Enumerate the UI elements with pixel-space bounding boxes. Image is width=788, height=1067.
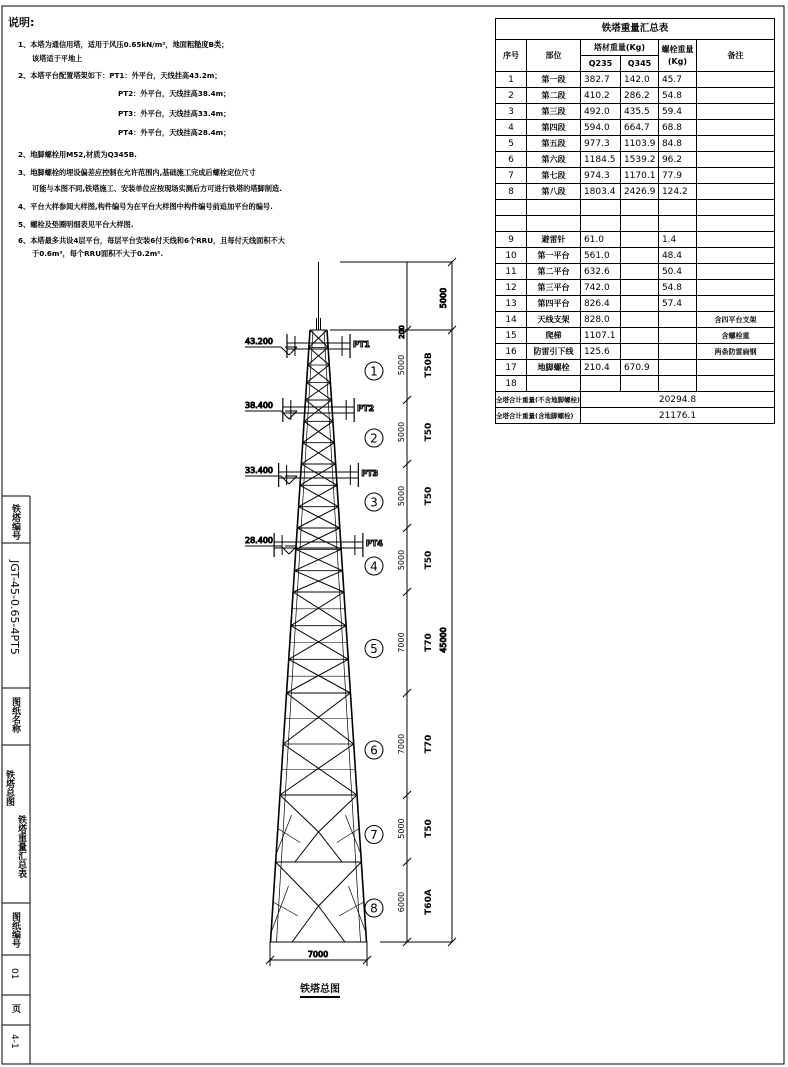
cell-part: 第三段	[527, 104, 581, 120]
drawing-no-label: 铁塔编号	[10, 504, 20, 540]
note-line: 5、螺栓及垫圈明细表见平台大样图.	[18, 220, 134, 229]
tower-caption: 铁塔总图	[300, 980, 340, 998]
table-row	[496, 264, 775, 280]
platform-label: PT2	[357, 404, 375, 413]
elevation-leader	[281, 476, 289, 484]
cell-remark	[696, 264, 774, 280]
cell-part: 第八段	[527, 184, 581, 200]
cell-bolt	[658, 216, 696, 232]
cell-remark	[696, 232, 774, 248]
segment-height: 7000	[397, 733, 406, 755]
cell-q345: 1103.9	[620, 136, 658, 152]
table-row	[496, 184, 775, 200]
total-label: 全塔合计重量(不含地脚螺栓)	[496, 392, 581, 408]
platform-label: PT3	[361, 469, 379, 478]
cell-bolt	[658, 360, 696, 376]
tower-structure	[271, 262, 367, 942]
cell-no: 7	[496, 168, 527, 184]
cell-q345: 1539.2	[620, 152, 658, 168]
platform-label: PT4	[365, 539, 383, 548]
segment-type: T70	[424, 734, 434, 754]
cross-brace	[297, 507, 338, 528]
cell-q345: 1170.1	[620, 168, 658, 184]
cell-bolt: 54.8	[658, 280, 696, 296]
cross-brace	[294, 571, 343, 592]
cell-q345	[620, 280, 658, 296]
note-line: 4、平台大样参阅大样图,构件编号为在平台大样图中构件编号前追加平台的编号.	[18, 202, 273, 211]
cell-q345: 2426.9	[620, 184, 658, 200]
cell-q235: 210.4	[580, 360, 620, 376]
total-height-dim: 45000	[439, 627, 448, 653]
cell-q235: 382.7	[580, 72, 620, 88]
cell-no: 10	[496, 248, 527, 264]
cross-brace	[307, 365, 330, 383]
elevation-label: 28.400	[245, 536, 273, 545]
cell-q235	[580, 200, 620, 216]
total-value: 20294.8	[580, 392, 774, 408]
segment-height: 5000	[397, 485, 406, 507]
note-line: 3、地脚螺栓的埋设偏差应控制在允许范围内,基础施工完成后螺栓定位尺寸	[18, 168, 256, 177]
cell-bolt	[658, 344, 696, 360]
secondary-brace	[273, 902, 298, 916]
cell-q235: 826.4	[580, 296, 620, 312]
segment-type: T50	[424, 422, 434, 442]
rod-height-dim: 5000	[439, 287, 448, 309]
segment-number: 2	[370, 431, 378, 446]
cell-no	[496, 200, 527, 216]
cell-q345	[620, 296, 658, 312]
page-number: 4-1	[9, 1034, 19, 1049]
col-header-bolt	[658, 40, 696, 72]
cell-no: 4	[496, 120, 527, 136]
cross-brace	[297, 528, 341, 549]
bolt-header-unit: (Kg)	[667, 56, 688, 66]
cell-q235	[580, 216, 620, 232]
cell-remark	[696, 280, 774, 296]
cell-q345	[620, 312, 658, 328]
cell-remark	[696, 168, 774, 184]
note-line: 该塔适于平地上	[32, 54, 83, 63]
col-header-material: 塔材重量(Kg)	[580, 40, 658, 56]
note-line: 于0.6m²，每个RRU面积不大于0.2m².	[32, 249, 164, 258]
cell-q345	[620, 248, 658, 264]
cell-bolt: 45.7	[658, 72, 696, 88]
cell-part: 防雷引下线	[527, 344, 581, 360]
k-brace	[319, 832, 343, 862]
cell-no: 8	[496, 184, 527, 200]
segment-number: 8	[370, 901, 378, 916]
platform-markers	[245, 334, 383, 557]
cell-q345	[620, 200, 658, 216]
segment-number: 5	[370, 642, 378, 656]
elevation-leader	[281, 411, 289, 419]
segment-type: T50	[424, 486, 434, 506]
cell-part	[527, 216, 581, 232]
segment-type: T60A	[424, 889, 434, 915]
cell-no: 9	[496, 232, 527, 248]
cell-remark	[696, 120, 774, 136]
cell-bolt: 1.4	[658, 232, 696, 248]
cross-brace	[296, 549, 343, 570]
table-row	[496, 216, 775, 232]
k-brace	[319, 862, 362, 906]
table-row	[496, 232, 775, 248]
cell-bolt	[658, 376, 696, 392]
secondary-brace	[339, 902, 364, 916]
cell-bolt: 50.4	[658, 264, 696, 280]
segment-number: 7	[370, 828, 378, 842]
cell-remark	[696, 72, 774, 88]
cell-bolt: 54.8	[658, 88, 696, 104]
table-row	[496, 152, 775, 168]
k-brace	[280, 795, 319, 832]
cell-part	[527, 376, 581, 392]
cell-remark	[696, 136, 774, 152]
cell-q345	[620, 376, 658, 392]
cell-remark	[696, 216, 774, 232]
cell-remark	[696, 248, 774, 264]
page-label: 页	[10, 1004, 20, 1013]
cell-bolt: 124.2	[658, 184, 696, 200]
cell-part: 天线支架	[527, 312, 581, 328]
segment-type: T50	[424, 550, 434, 570]
cell-bolt: 84.8	[658, 136, 696, 152]
cell-no: 6	[496, 152, 527, 168]
cross-brace	[300, 464, 336, 485]
col-header-remark: 备注	[696, 40, 774, 72]
cell-remark: 两条防雷扁钢	[696, 344, 774, 360]
cell-bolt: 77.9	[658, 168, 696, 184]
elevation-label: 43.200	[245, 337, 273, 346]
cell-q235: 61.0	[580, 232, 620, 248]
base-width-dim: 7000	[307, 950, 329, 959]
cell-part: 第七段	[527, 168, 581, 184]
table-row	[496, 280, 775, 296]
segment-labels	[365, 352, 434, 917]
cell-bolt: 68.8	[658, 120, 696, 136]
cell-q345: 435.5	[620, 104, 658, 120]
note-line: 6、本塔最多共设4层平台，每层平台安装6付天线和6个RRU，且每付天线面积不大	[18, 236, 285, 245]
cell-q345	[620, 344, 658, 360]
table-row	[496, 328, 775, 344]
cross-brace	[299, 485, 337, 506]
col-header-part: 部位	[527, 40, 581, 72]
note-line: 2、本塔平台配置塔架如下：PT1：外平台，天线挂高43.2m；	[18, 71, 222, 80]
cell-q235: 1803.4	[580, 184, 620, 200]
table-body	[496, 72, 775, 392]
cell-no: 15	[496, 328, 527, 344]
cell-q235: 977.3	[580, 136, 620, 152]
segment-height: 7000	[397, 632, 406, 653]
total-label: 全塔合计重量(含地脚螺栓)	[496, 408, 581, 424]
cross-brace	[299, 507, 340, 528]
cell-remark	[696, 360, 774, 376]
table-row	[496, 312, 775, 328]
segment-number: 3	[370, 495, 378, 510]
k-brace	[292, 906, 318, 942]
cell-remark	[696, 376, 774, 392]
k-brace	[276, 862, 319, 906]
table-row	[496, 88, 775, 104]
table-row	[496, 344, 775, 360]
cell-bolt	[658, 200, 696, 216]
cell-part: 第六段	[527, 152, 581, 168]
cross-brace	[308, 348, 328, 366]
segment-height: 5000	[397, 549, 406, 571]
cell-q235: 492.0	[580, 104, 620, 120]
cross-brace	[308, 365, 331, 383]
k-brace	[295, 832, 319, 862]
col-header-q345: Q345	[620, 56, 658, 72]
cell-no: 11	[496, 264, 527, 280]
note-line: PT2：外平台，天线挂高38.4m；	[118, 89, 231, 98]
cell-q235: 1184.5	[580, 152, 620, 168]
cell-bolt: 57.4	[658, 296, 696, 312]
cell-q235: 742.0	[580, 280, 620, 296]
table-row	[496, 200, 775, 216]
segment-height: 6000	[397, 891, 406, 913]
note-line: 2、地脚螺栓用M52,材质为Q345B.	[18, 150, 137, 159]
segment-height: 5000	[397, 354, 406, 376]
total-value: 21176.1	[580, 408, 774, 424]
k-brace	[319, 906, 345, 942]
cell-no: 12	[496, 280, 527, 296]
drawing-name-line1: 铁塔总图	[4, 770, 14, 806]
sheet-label: 图纸编号	[10, 912, 20, 948]
table-row	[496, 104, 775, 120]
k-brace	[319, 795, 358, 832]
note-line: PT3：外平台，天线挂高33.4m；	[118, 109, 231, 118]
cell-q235: 828.0	[580, 312, 620, 328]
tower-leg-inner	[324, 330, 361, 942]
col-header-q235: Q235	[580, 56, 620, 72]
col-header-no: 序号	[496, 40, 527, 72]
cell-q235: 125.6	[580, 344, 620, 360]
elevation-leader	[289, 347, 297, 355]
cross-brace	[300, 485, 338, 506]
segment-height: 5000	[397, 818, 406, 839]
cell-part: 爬梯	[527, 328, 581, 344]
segment-number: 6	[370, 743, 378, 758]
cell-remark: 含螺栓重	[696, 328, 774, 344]
top-dim: 200	[398, 325, 406, 339]
cell-remark	[696, 104, 774, 120]
drawing-name-label: 图纸名称	[10, 697, 20, 733]
cell-part: 地脚螺栓	[527, 360, 581, 376]
segment-height: 5000	[397, 421, 406, 443]
cell-q235: 594.0	[580, 120, 620, 136]
cell-bolt: 59.4	[658, 104, 696, 120]
cell-part: 第三平台	[527, 280, 581, 296]
cell-q235: 561.0	[580, 248, 620, 264]
cell-no: 2	[496, 88, 527, 104]
cell-remark	[696, 200, 774, 216]
cell-no: 1	[496, 72, 527, 88]
cell-no: 17	[496, 360, 527, 376]
cell-remark: 含四平台支架	[696, 312, 774, 328]
cell-part	[527, 200, 581, 216]
cell-remark	[696, 296, 774, 312]
segment-number: 1	[370, 364, 378, 379]
cell-q345: 670.9	[620, 360, 658, 376]
cross-brace	[293, 571, 342, 592]
cell-q345	[620, 328, 658, 344]
note-line: 1、本塔为通信用塔，适用于风压0.65kN/m²，地面粗糙度B类；	[18, 40, 229, 49]
cell-q235: 1107.1	[580, 328, 620, 344]
segment-type: T70	[424, 633, 434, 652]
cell-part: 第五段	[527, 136, 581, 152]
cell-part: 第四段	[527, 120, 581, 136]
elevation-leader	[281, 347, 289, 355]
cell-no: 18	[496, 376, 527, 392]
platform-label: PT1	[353, 340, 370, 349]
note-line: 可能与本图不同,铁塔施工、安装单位应按现场实测后方可进行铁塔的塔脚制造.	[32, 184, 282, 193]
segment-type: T50	[424, 819, 434, 838]
cell-q345: 286.2	[620, 88, 658, 104]
table-title: 铁塔重量汇总表	[496, 19, 775, 40]
cell-no: 14	[496, 312, 527, 328]
table-row	[496, 376, 775, 392]
cell-part: 第二平台	[527, 264, 581, 280]
cross-brace	[294, 549, 341, 570]
cross-brace	[296, 528, 340, 549]
cross-brace	[301, 464, 337, 485]
cross-brace	[309, 348, 329, 366]
cell-no: 13	[496, 296, 527, 312]
cell-q235: 410.2	[580, 88, 620, 104]
note-line: PT4：外平台，天线挂高28.4m；	[118, 128, 231, 137]
cell-q235: 632.6	[580, 264, 620, 280]
cell-no: 16	[496, 344, 527, 360]
table-row	[496, 72, 775, 88]
table-row	[496, 360, 775, 376]
cell-q345	[620, 264, 658, 280]
cell-part: 第一平台	[527, 248, 581, 264]
drawing-name-line2: 铁塔重量汇总表	[16, 815, 26, 878]
drawing-no: JGT-45-0.65-4PT5	[8, 560, 21, 655]
elevation-label: 38.400	[245, 401, 273, 410]
cell-bolt: 96.2	[658, 152, 696, 168]
tower-leg-inner	[277, 330, 314, 942]
cell-bolt	[658, 328, 696, 344]
table-row	[496, 296, 775, 312]
cell-no: 3	[496, 104, 527, 120]
elevation-leader	[289, 476, 297, 484]
cell-part: 第一段	[527, 72, 581, 88]
cell-q235: 974.3	[580, 168, 620, 184]
design-notes	[8, 16, 338, 36]
cell-bolt: 48.4	[658, 248, 696, 264]
cell-q235	[580, 376, 620, 392]
cell-remark	[696, 88, 774, 104]
cell-part: 第四平台	[527, 296, 581, 312]
cell-q345: 664.7	[620, 120, 658, 136]
weight-summary-table	[495, 18, 775, 424]
sheet-number: 01	[9, 968, 19, 980]
cell-no	[496, 216, 527, 232]
cell-q345	[620, 216, 658, 232]
table-row	[496, 120, 775, 136]
cell-part: 避雷针	[527, 232, 581, 248]
cell-q345	[620, 232, 658, 248]
table-row	[496, 136, 775, 152]
cell-remark	[696, 184, 774, 200]
elevation-label: 33.400	[245, 466, 273, 475]
elevation-leader	[289, 411, 297, 419]
segment-type: T50B	[424, 352, 434, 378]
notes-title: 说明:	[8, 16, 35, 29]
cell-q345: 142.0	[620, 72, 658, 88]
cell-no: 5	[496, 136, 527, 152]
table-row	[496, 168, 775, 184]
table-row	[496, 248, 775, 264]
bolt-header-label: 螺栓重量	[661, 44, 694, 54]
cell-bolt	[658, 312, 696, 328]
cell-part: 第二段	[527, 88, 581, 104]
cell-remark	[696, 152, 774, 168]
segment-number: 4	[370, 559, 378, 574]
